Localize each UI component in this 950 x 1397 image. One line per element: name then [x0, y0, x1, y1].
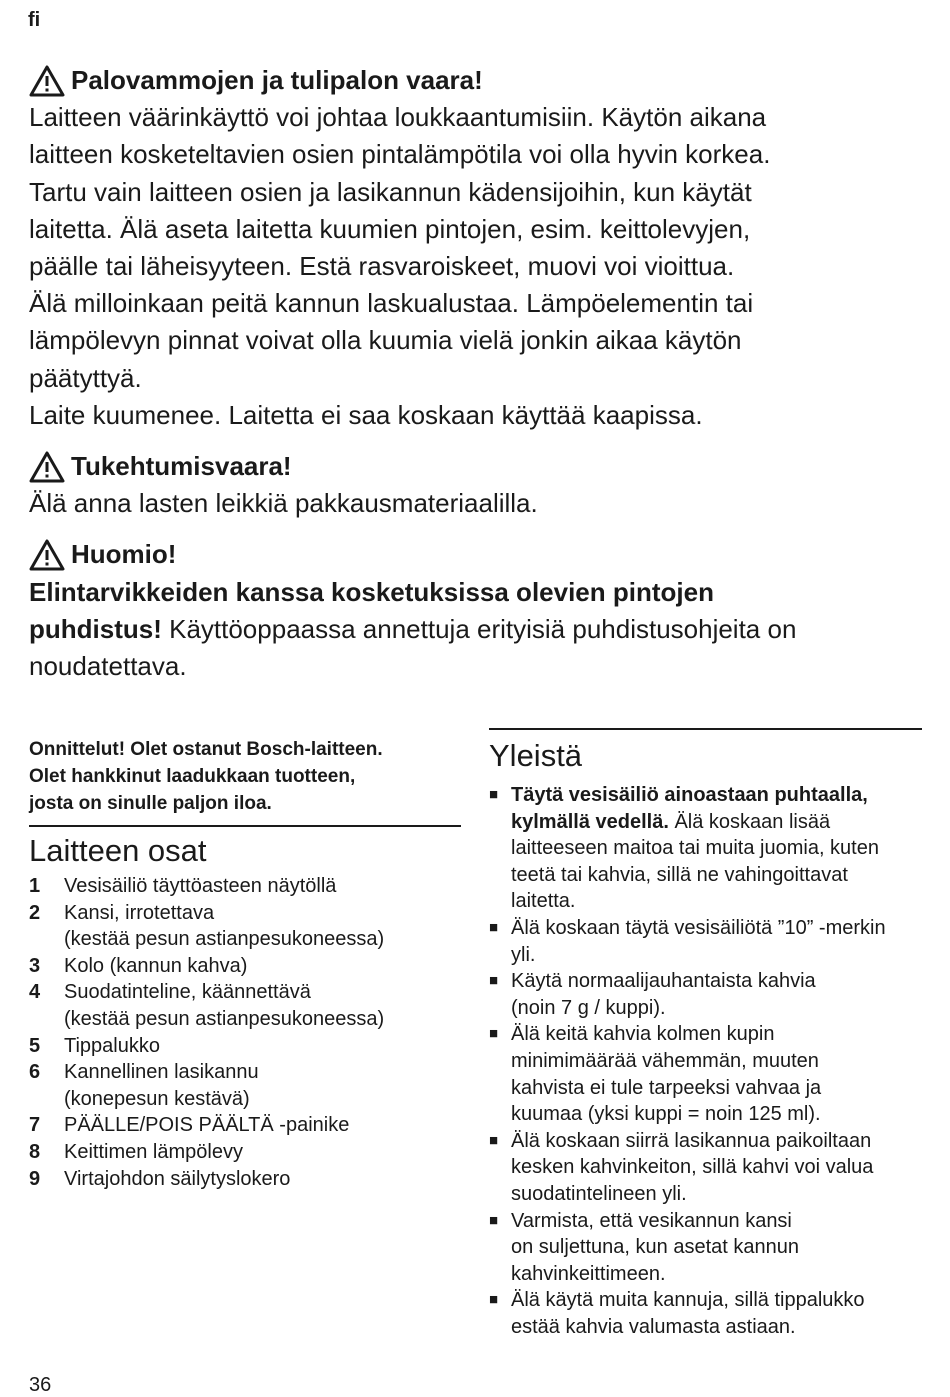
part-label: Kannellinen lasikannu (konepesun kestävä): [64, 1061, 259, 1110]
warning-text-line: lämpölevyn pinnat voivat olla kuumia vielä jonkin aikaa käytön: [29, 325, 742, 356]
warning-triangle-icon: [29, 539, 65, 571]
warning-text-line: päätyttyä.: [29, 362, 142, 393]
list-item-text: [511, 782, 879, 915]
page-number: 36: [29, 1374, 52, 1396]
warning-title: Huomio!: [71, 539, 177, 570]
list-item: [29, 1033, 461, 1060]
part-number: 4: [29, 981, 41, 1004]
part-number: 7: [29, 1114, 41, 1137]
warning-text-line: päälle tai läheisyyteen. Estä rasvaroiskeet, muovi voi vioittua.: [29, 251, 735, 282]
square-bullet-icon: ■: [489, 1211, 499, 1229]
part-label: Keittimen lämpölevy: [64, 1140, 243, 1163]
warning-text-line: Älä anna lasten leikkiä pakkausmateriaalilla.: [29, 488, 538, 519]
warning-text-line: Laite kuumenee. Laitetta ei saa koskaan käyttää kaapissa.: [29, 399, 703, 430]
part-label: Suodatinteline, käännettävä (kestää pesun astianpesukoneessa): [64, 981, 385, 1030]
list-item: [489, 915, 922, 968]
square-bullet-icon: ■: [489, 918, 499, 936]
part-number: 1: [29, 875, 41, 897]
list-item-text: Älä koskaan siirrä lasikannua paikoiltaan kesken kahvinkeiton, sillä kahvi voi valua suodatintelineen yli.: [511, 1129, 874, 1205]
warning-text-line: Tartu vain laitteen osien ja lasikannun kädensijoihin, kun käytät: [29, 176, 752, 207]
warning-text-line: [29, 611, 924, 648]
list-item: [29, 1166, 461, 1193]
warning-text-line: noudatettava.: [29, 651, 187, 682]
parts-list: [29, 873, 461, 1192]
parts-heading: Laitteen osat: [29, 833, 207, 868]
list-item: [29, 953, 461, 980]
left-column: [29, 736, 461, 1192]
warning-heading: [29, 62, 924, 99]
warning-attention: [29, 536, 924, 685]
part-number: 5: [29, 1034, 41, 1057]
warning-burn-fire: [29, 62, 924, 434]
list-item: [489, 968, 922, 1021]
part-number: 6: [29, 1061, 41, 1084]
square-bullet-icon: ■: [489, 1131, 499, 1149]
square-bullet-icon: ■: [489, 1025, 499, 1043]
part-number: 3: [29, 954, 41, 977]
warning-text-line: Elintarvikkeiden kanssa kosketuksissa olevien pintojen: [29, 576, 714, 607]
list-item-text: Käytä normaalijauhantaista kahvia (noin 7 g / kuppi).: [511, 970, 816, 1019]
safety-warnings: [29, 62, 924, 699]
warning-title: Palovammojen ja tulipalon vaara!: [71, 65, 483, 95]
warning-text-line: laitetta. Älä aseta laitetta kuumien pintojen, esim. keittolevyjen,: [29, 213, 751, 244]
square-bullet-icon: ■: [489, 786, 499, 803]
list-item-bold-text: Täytä vesisäiliö ainoastaan puhtaalla, kylmällä vedellä.: [511, 784, 868, 833]
list-item: [489, 1128, 922, 1208]
part-label: Kansi, irrotettava (kestää pesun astianpesukoneessa): [64, 901, 385, 951]
part-label: Virtajohdon säilytyslokero: [64, 1167, 291, 1190]
list-item: [489, 782, 922, 915]
list-item: [29, 1112, 461, 1139]
part-number: 2: [29, 901, 41, 924]
list-item-text: Varmista, että vesikannun kansi on suljettuna, kun asetat kannun kahvinkeittimeen.: [511, 1209, 799, 1285]
part-label: PÄÄLLE/POIS PÄÄLTÄ -painike: [64, 1114, 350, 1137]
part-label: Kolo (kannun kahva): [64, 954, 248, 977]
warning-heading: [29, 536, 924, 573]
list-item: [489, 1208, 922, 1288]
warning-text: Käyttöoppaassa annettuja erityisiä puhdistusohjeita on: [161, 613, 797, 644]
warning-text-line: Älä milloinkaan peitä kannun laskualustaa. Lämpöelementin tai: [29, 288, 754, 319]
general-list: [489, 782, 922, 1340]
warning-heading: [29, 448, 924, 485]
list-item-text: Älä käytä muita kannuja, sillä tippalukko estää kahvia valumasta astiaan.: [511, 1289, 865, 1338]
list-item: [29, 873, 461, 900]
list-item: [29, 1059, 461, 1112]
list-item: [29, 979, 461, 1032]
language-code: fi: [28, 9, 41, 31]
list-item: [489, 1287, 922, 1340]
list-item: [29, 1139, 461, 1166]
section-divider: [29, 825, 461, 827]
general-heading: Yleistä: [489, 738, 583, 773]
right-column: [489, 728, 922, 1340]
warning-triangle-icon: [29, 65, 65, 97]
warning-title: Tukehtumisvaara!: [71, 451, 292, 482]
warning-suffocation: [29, 448, 924, 522]
warning-text-line: Laitteen väärinkäyttö voi johtaa loukkaantumisiin. Käytön aikana: [29, 102, 767, 133]
warning-bold-text: puhdistus!: [29, 613, 162, 644]
list-item: [489, 1021, 922, 1127]
square-bullet-icon: ■: [489, 972, 499, 990]
part-number: 8: [29, 1140, 41, 1163]
list-item: [29, 900, 461, 953]
list-item-text: Älä keitä kahvia kolmen kupin minimimäärää vähemmän, muuten kahvista ei tule tarpeeksi vahvaa ja kuumaa (yksi kuppi = noin 125 ml).: [511, 1023, 822, 1126]
part-label: Vesisäiliö täyttöasteen näytöllä: [64, 875, 337, 897]
list-item-text: Älä koskaan täytä vesisäiliötä ”10” -merkin yli.: [511, 916, 886, 966]
square-bullet-icon: ■: [489, 1291, 499, 1309]
warning-text-line: laitteen kosketeltavien osien pintalämpötila voi olla hyvin korkea.: [29, 139, 771, 170]
list-item-rest-text: Älä koskaan lisää laitteeseen maitoa tai muita juomia, kuten teetä tai kahvia, sillä ne vahingoittavat laitetta.: [511, 810, 879, 913]
warning-triangle-icon: [29, 451, 65, 483]
part-number: 9: [29, 1167, 41, 1190]
section-divider: [489, 728, 922, 730]
part-label: Tippalukko: [64, 1034, 160, 1057]
intro-text: Onnittelut! Olet ostanut Bosch-laitteen. Olet hankkinut laadukkaan tuotteen, josta on sinulle paljon iloa.: [29, 739, 383, 814]
